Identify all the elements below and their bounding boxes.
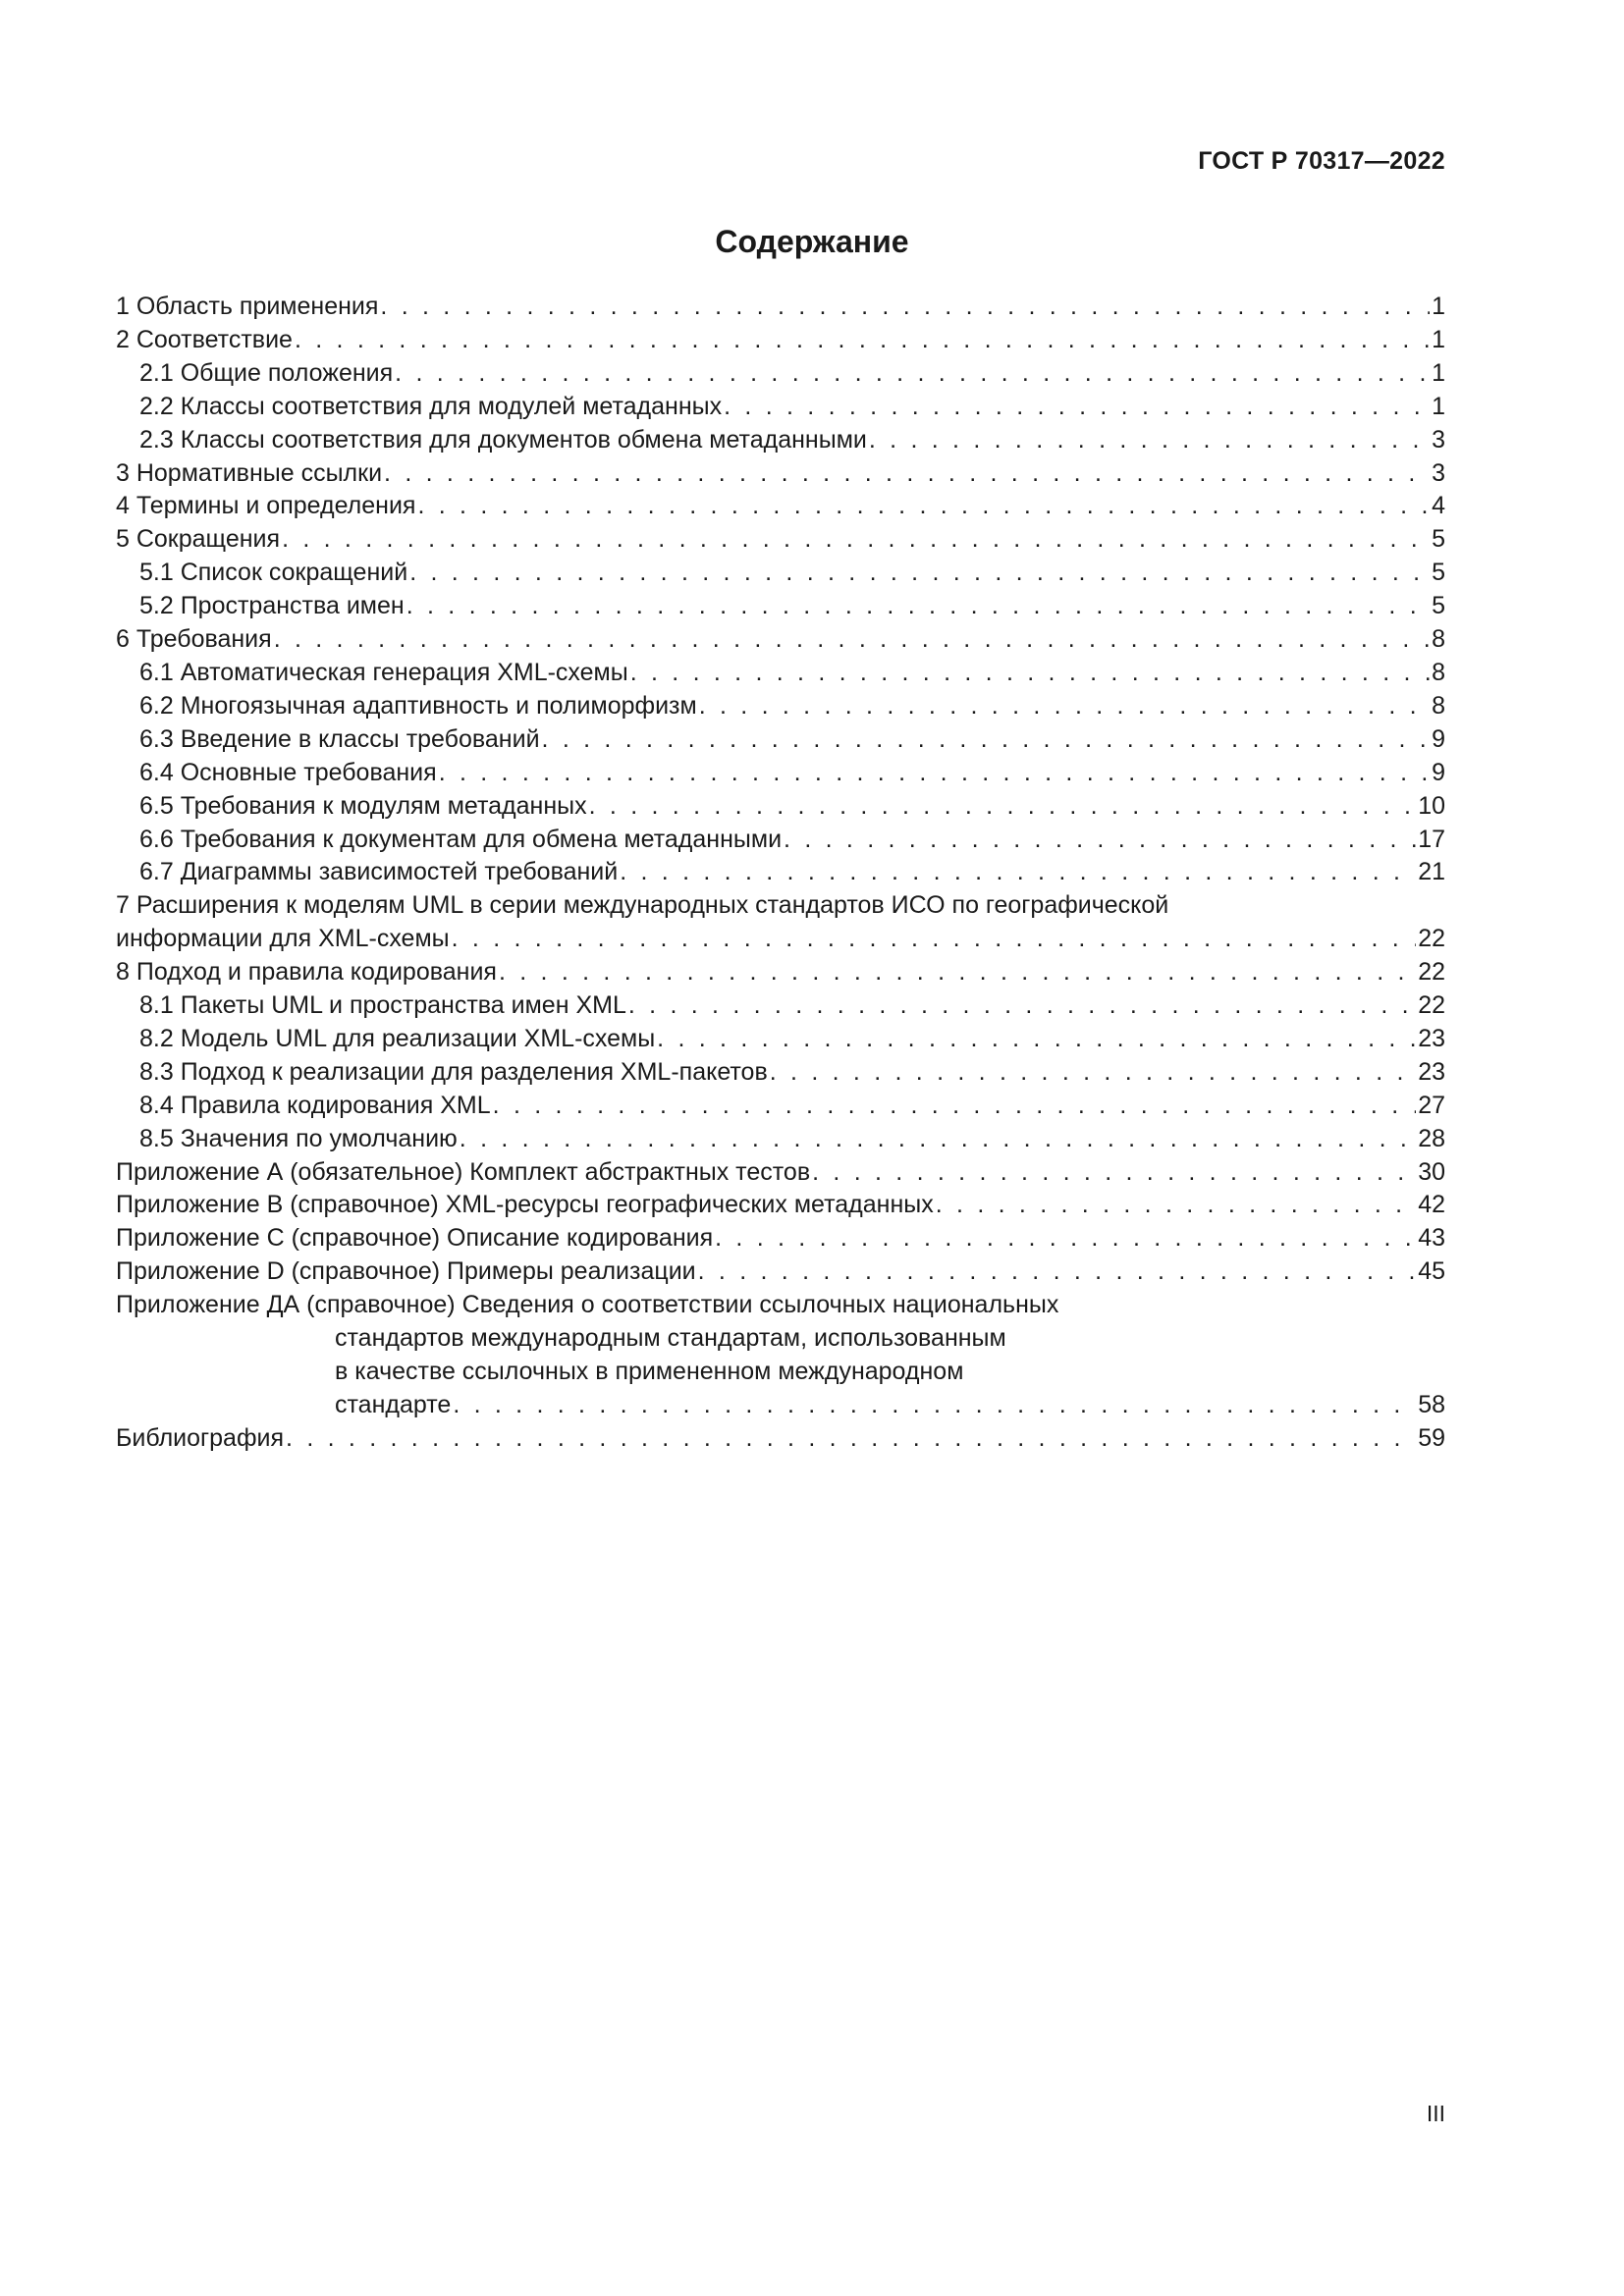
leader-dots bbox=[453, 1389, 1416, 1422]
toc-entry-page: 3 bbox=[1432, 425, 1445, 454]
toc-subentry[interactable] bbox=[116, 424, 1445, 457]
leader-dots bbox=[452, 923, 1417, 956]
toc-entry-page: 5 bbox=[1432, 559, 1445, 587]
toc-entry[interactable] bbox=[116, 291, 1445, 324]
toc-entry-page: 59 bbox=[1418, 1423, 1445, 1452]
toc-entry-page: 9 bbox=[1432, 724, 1445, 753]
toc-entry-title: 8.2 Модель UML для реализации XML-схемы bbox=[139, 1024, 656, 1052]
standard-code: ГОСТ Р 70317—2022 bbox=[1198, 147, 1445, 175]
leader-dots bbox=[630, 657, 1430, 690]
toc-entry-page: 17 bbox=[1418, 825, 1445, 853]
toc-entry[interactable] bbox=[116, 1422, 1445, 1456]
toc-entry[interactable] bbox=[116, 523, 1445, 557]
toc-subentry[interactable] bbox=[116, 1023, 1445, 1056]
leader-dots bbox=[499, 956, 1416, 989]
toc-subentry[interactable] bbox=[116, 824, 1445, 857]
toc-entry[interactable] bbox=[116, 623, 1445, 657]
toc-entry-page: 58 bbox=[1418, 1390, 1445, 1418]
leader-dots bbox=[417, 490, 1430, 523]
leader-dots bbox=[542, 723, 1431, 757]
leader-dots bbox=[274, 623, 1430, 657]
toc-subentry[interactable] bbox=[116, 557, 1445, 590]
toc-entry-title: 6 Требования bbox=[116, 625, 272, 654]
toc-entry-title: 8.3 Подход к реализации для разделения XML-пакетов bbox=[139, 1057, 768, 1086]
toc-entry-title: 8.4 Правила кодирования XML bbox=[139, 1091, 491, 1119]
toc-entry[interactable] bbox=[116, 1389, 1445, 1422]
toc-entry-title: 4 Термины и определения bbox=[116, 492, 416, 520]
toc-entry-page: 43 bbox=[1418, 1224, 1445, 1253]
toc-entry-page: 30 bbox=[1418, 1157, 1445, 1186]
toc-entry-title: 6.5 Требования к модулям метаданных bbox=[139, 791, 587, 820]
toc-entry-page: 22 bbox=[1418, 991, 1445, 1020]
toc-entry-title: 6.1 Автоматическая генерация XML-схемы bbox=[139, 658, 628, 686]
toc-entry-page: 42 bbox=[1418, 1191, 1445, 1219]
leader-dots bbox=[620, 856, 1416, 889]
toc-entry-page: 8 bbox=[1432, 658, 1445, 686]
toc-entry-title: 5 Сокращения bbox=[116, 525, 281, 554]
toc-entry-page: 23 bbox=[1418, 1057, 1445, 1086]
toc-entry-page: 9 bbox=[1432, 758, 1445, 786]
toc-entry-title: 8.1 Пакеты UML и пространства имен XML bbox=[139, 991, 626, 1020]
leader-dots bbox=[380, 291, 1430, 324]
toc-entry-page: 28 bbox=[1418, 1124, 1445, 1152]
toc-entry-title: 1 Область применения bbox=[116, 293, 379, 320]
toc-subentry[interactable] bbox=[116, 690, 1445, 723]
toc-entry-title: 6.6 Требования к документам для обмена метаданными bbox=[139, 825, 783, 853]
toc-subentry[interactable] bbox=[116, 657, 1445, 690]
toc-title: Содержание bbox=[715, 224, 909, 259]
toc-entry-page: 5 bbox=[1432, 525, 1445, 554]
leader-dots bbox=[812, 1156, 1416, 1190]
leader-dots bbox=[657, 1023, 1416, 1056]
toc-entry-title: Приложение С (справочное) Описание кодирования bbox=[116, 1224, 714, 1253]
toc-entry-page: 27 bbox=[1418, 1091, 1445, 1119]
leader-dots bbox=[439, 757, 1430, 790]
leader-dots bbox=[698, 1255, 1417, 1289]
toc-entry-title: 6.4 Основные требования bbox=[139, 758, 437, 786]
leader-dots bbox=[784, 824, 1416, 857]
toc-entry-title: 6.2 Многоязычная адаптивность и полиморфизм bbox=[139, 691, 697, 720]
toc-entry[interactable] bbox=[116, 1222, 1445, 1255]
leader-dots bbox=[286, 1422, 1416, 1456]
toc-entry[interactable] bbox=[116, 457, 1445, 491]
toc-entry-page: 22 bbox=[1418, 958, 1445, 987]
toc-entry-line bbox=[116, 1356, 1445, 1389]
toc-entry-page: 4 bbox=[1432, 492, 1445, 520]
leader-dots bbox=[409, 557, 1430, 590]
leader-dots bbox=[406, 590, 1430, 623]
toc-entry-line[interactable] bbox=[116, 889, 1445, 923]
toc-entry-page: 1 bbox=[1432, 358, 1445, 387]
toc-entry-title: 5.2 Пространства имен bbox=[139, 592, 405, 620]
toc-entry-title: 3 Нормативные ссылки bbox=[116, 458, 383, 487]
toc-entry-page: 45 bbox=[1418, 1257, 1445, 1286]
toc-entry-title: 2.3 Классы соответствия для документов обмена метаданными bbox=[139, 425, 867, 454]
toc-subentry[interactable] bbox=[116, 1056, 1445, 1090]
toc-entry-title-continued: информации для XML-схемы bbox=[116, 925, 450, 953]
toc-entry-title: 7 Расширения к моделям UML в серии международных стандартов ИСО по географической bbox=[116, 891, 1169, 920]
page-number: III bbox=[1426, 2101, 1445, 2126]
toc-entry[interactable] bbox=[116, 1255, 1445, 1289]
toc-entry[interactable] bbox=[116, 1156, 1445, 1190]
leader-dots bbox=[628, 989, 1416, 1023]
toc-entry-page: 3 bbox=[1432, 458, 1445, 487]
toc-entry-title: 8 Подход и правила кодирования bbox=[116, 958, 497, 987]
toc-entry-title: Библиография bbox=[116, 1423, 285, 1452]
toc-subentry[interactable] bbox=[116, 391, 1445, 424]
toc-entry[interactable] bbox=[116, 324, 1445, 357]
toc-entry-page: 22 bbox=[1418, 925, 1445, 953]
leader-dots bbox=[724, 391, 1430, 424]
toc-entry[interactable] bbox=[116, 490, 1445, 523]
toc-entry-page: 21 bbox=[1418, 858, 1445, 886]
leader-dots bbox=[770, 1056, 1416, 1090]
toc-entry-title: Приложение D (справочное) Примеры реализации bbox=[116, 1257, 696, 1286]
toc-subentry[interactable] bbox=[116, 856, 1445, 889]
toc-entry-page: 5 bbox=[1432, 592, 1445, 620]
toc-entry-title-continued: стандарте bbox=[335, 1390, 452, 1418]
toc-entry-line[interactable] bbox=[116, 1289, 1445, 1322]
toc-subentry[interactable] bbox=[116, 723, 1445, 757]
table-of-contents bbox=[116, 291, 1445, 1456]
leader-dots bbox=[589, 790, 1417, 824]
toc-subentry[interactable] bbox=[116, 790, 1445, 824]
toc-subentry[interactable] bbox=[116, 1123, 1445, 1156]
toc-entry-title: 2.1 Общие положения bbox=[139, 358, 394, 387]
leader-dots bbox=[493, 1090, 1417, 1123]
leader-dots bbox=[936, 1189, 1416, 1222]
toc-entry-page: 8 bbox=[1432, 691, 1445, 720]
toc-entry[interactable] bbox=[116, 923, 1445, 956]
toc-entry-title: 2.2 Классы соответствия для модулей метаданных bbox=[139, 392, 723, 420]
leader-dots bbox=[282, 523, 1430, 557]
toc-entry-title: 6.3 Введение в классы требований bbox=[139, 724, 540, 753]
toc-subentry[interactable] bbox=[116, 989, 1445, 1023]
toc-entry-line bbox=[116, 1322, 1445, 1356]
toc-entry-title: Приложение А (обязательное) Комплект абстрактных тестов bbox=[116, 1157, 811, 1186]
leader-dots bbox=[699, 690, 1430, 723]
toc-entry-page: 1 bbox=[1432, 392, 1445, 420]
toc-entry-page: 8 bbox=[1432, 625, 1445, 654]
toc-entry-page: 1 bbox=[1432, 293, 1445, 320]
toc-entry-title: 2 Соответствие bbox=[116, 325, 293, 353]
toc-entry-title: 8.5 Значения по умолчанию bbox=[139, 1124, 458, 1152]
toc-entry-title: Приложение ДА (справочное) Сведения о соответствии ссылочных национальных bbox=[116, 1291, 1059, 1319]
leader-dots bbox=[715, 1222, 1416, 1255]
toc-entry-title: 6.7 Диаграммы зависимостей требований bbox=[139, 858, 619, 886]
toc-subentry[interactable] bbox=[116, 757, 1445, 790]
leader-dots bbox=[460, 1123, 1416, 1156]
toc-entry-page: 23 bbox=[1418, 1024, 1445, 1052]
toc-subentry[interactable] bbox=[116, 590, 1445, 623]
toc-entry-title-continued: в качестве ссылочных в примененном международном bbox=[335, 1358, 964, 1385]
toc-entry-title-continued: стандартов международным стандартам, использованным bbox=[335, 1324, 1006, 1353]
leader-dots bbox=[295, 324, 1430, 357]
toc-subentry[interactable] bbox=[116, 1090, 1445, 1123]
toc-entry-page: 10 bbox=[1418, 791, 1445, 820]
leader-dots bbox=[395, 357, 1430, 391]
leader-dots bbox=[869, 424, 1430, 457]
toc-entry-title: 5.1 Список сокращений bbox=[139, 559, 408, 587]
toc-entry[interactable] bbox=[116, 1189, 1445, 1222]
leader-dots bbox=[384, 457, 1430, 491]
toc-subentry[interactable] bbox=[116, 357, 1445, 391]
toc-entry-page: 1 bbox=[1432, 325, 1445, 353]
toc-entry-title: Приложение В (справочное) XML-ресурсы географических метаданных bbox=[116, 1191, 934, 1219]
toc-entry[interactable] bbox=[116, 956, 1445, 989]
